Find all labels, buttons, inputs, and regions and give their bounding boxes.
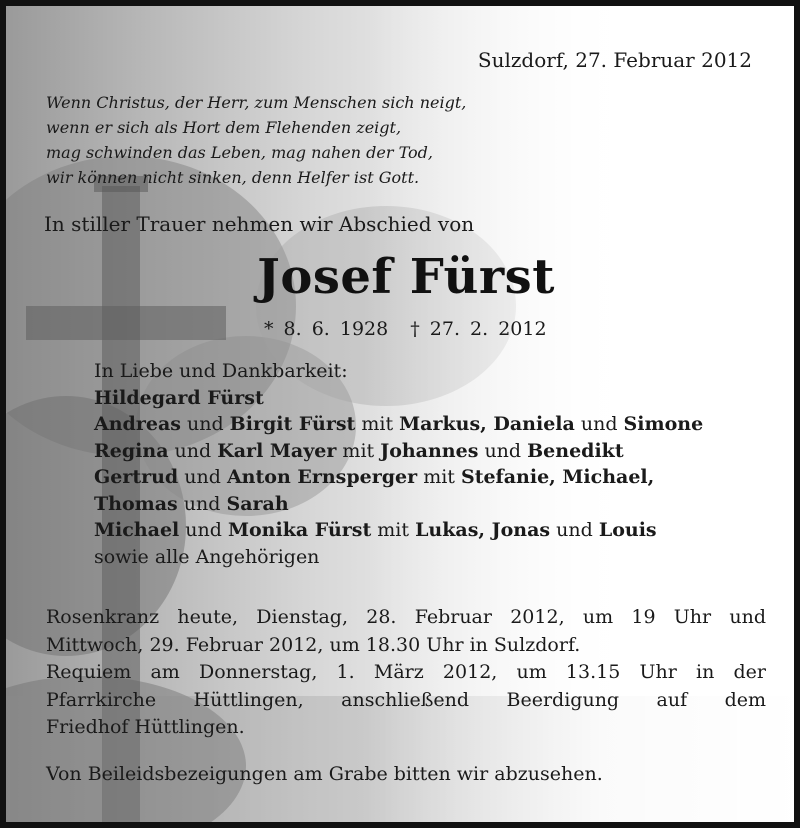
connector-text: und [550, 519, 599, 541]
verse [46, 90, 466, 190]
mourner-name: Johannes [380, 439, 479, 462]
service-line: Pfarrkirche Hüttlingen, anschließend Beerdigung auf dem [46, 688, 766, 711]
mourners-heading: In Liebe und Dankbarkeit: [94, 360, 348, 382]
service-line: Rosenkranz heute, Dienstag, 28. Februar 2012, um 19 Uhr und [46, 606, 766, 628]
mourner-name: Karl Mayer [217, 439, 337, 462]
connector-text: und [180, 413, 230, 435]
verse-line: Wenn Christus, der Herr, zum Menschen sich neigt, [46, 93, 467, 112]
mourner-line: sowie alle Angehörigen [94, 545, 320, 568]
mourner-name: Lukas, Jonas [415, 519, 551, 541]
mourner-name: Birgit Fürst [229, 413, 356, 435]
connector-text: und [178, 466, 227, 488]
death-date: † 27. 2. 2012 [410, 318, 547, 340]
mourner-name: Stefanie, Michael, [460, 466, 655, 488]
mourner-name: Monika Fürst [227, 519, 372, 541]
mourner-name: Benedikt [527, 439, 624, 462]
connector-text: und [179, 519, 228, 541]
mourner-name: Thomas [94, 492, 178, 515]
connector-text: mit [355, 413, 400, 435]
deceased-name: Josef Fürst [257, 249, 555, 305]
mourners-list [94, 358, 703, 570]
mourner-line [94, 438, 703, 465]
mourner-line [94, 517, 703, 544]
mourner-name: Andreas [94, 413, 181, 435]
mourner-line [94, 385, 703, 412]
mourner-name: Hildegard Fürst [94, 386, 264, 409]
verse-line: wir können nicht sinken, denn Helfer ist Gott. [46, 168, 420, 187]
life-dates [264, 318, 547, 340]
mourner-name: Markus [399, 413, 481, 435]
place-and-date: Sulzdorf, 27. Februar 2012 [477, 48, 752, 72]
connector-text: mit [371, 519, 416, 541]
service-line: Mittwoch, 29. Februar 2012, um 18.30 Uhr in Sulzdorf. [46, 633, 581, 656]
connector-text: und [177, 492, 227, 515]
service-line: Friedhof Hüttlingen. [46, 716, 245, 738]
verse-line: wenn er sich als Hort dem Flehenden zeigt, [46, 118, 402, 137]
mourner-name: Michael [94, 519, 180, 541]
closing-note: Von Beileidsbezeigungen am Grabe bitten wir abzusehen. [46, 763, 603, 785]
mourner-name: Sarah [226, 492, 289, 515]
connector-text: und [168, 439, 218, 462]
intro-text: In stiller Trauer nehmen wir Abschied von [44, 212, 475, 236]
verse-line: mag schwinden das Leben, mag nahen der Tod, [46, 143, 433, 162]
service-line: Requiem am Donnerstag, 1. März 2012, um 13.15 Uhr in der [46, 661, 766, 683]
mourner-name: Daniela [493, 413, 575, 435]
mourner-line [94, 411, 703, 438]
service-details [46, 604, 766, 742]
mourner-name: Simone [623, 413, 704, 435]
connector-text: mit [417, 466, 461, 488]
connector-text: und [478, 439, 528, 462]
connector-text: mit [336, 439, 381, 462]
mourner-line [94, 491, 703, 518]
mourner-name: Gertrud [94, 466, 179, 488]
birth-date: * 8. 6. 1928 [264, 318, 389, 340]
mourner-line [94, 464, 703, 491]
mourner-name: Anton Ernsperger [226, 466, 418, 488]
mourner-name: Louis [598, 519, 657, 541]
connector-text: , [480, 413, 494, 435]
mourner-name: Regina [94, 439, 169, 462]
connector-text: und [574, 413, 624, 435]
